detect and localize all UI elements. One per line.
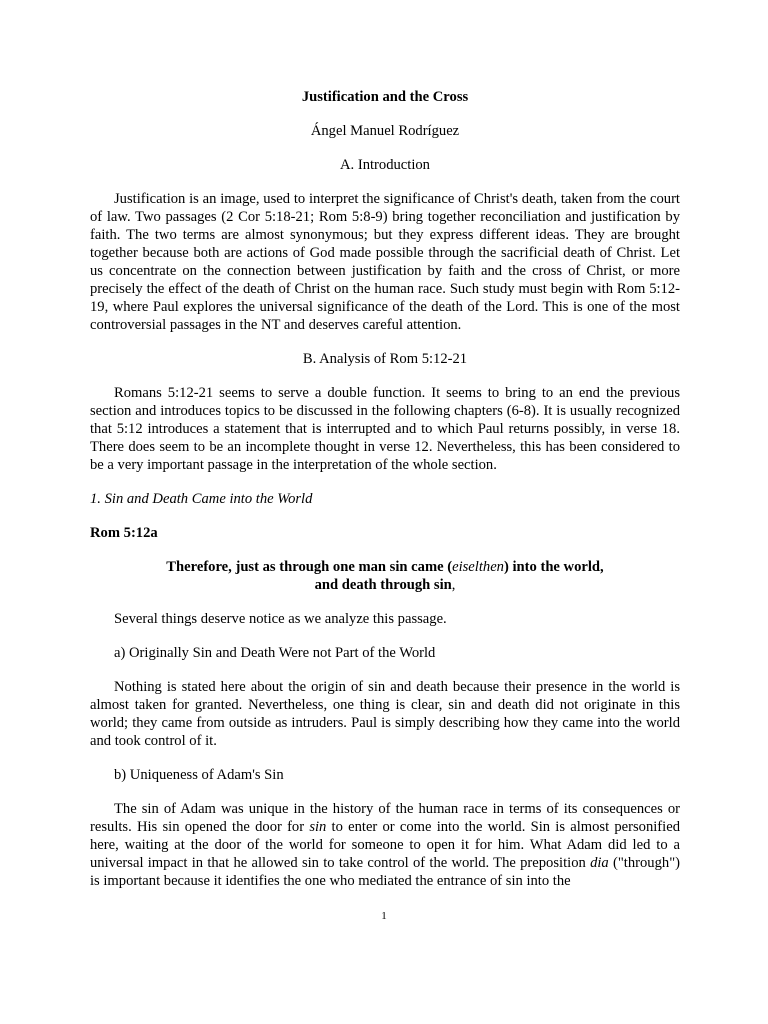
section-heading-b: B. Analysis of Rom 5:12-21 <box>302 351 468 367</box>
document-page <box>90 88 680 890</box>
adam-text-2: to enter or come into the world. Sin is almost personified here, waiting at the door of the world for someone to open it for him. What Adam did led to a universal impact in that he allowed sin to take control of the world. The preposition <box>90 819 680 871</box>
paragraph-adam <box>90 800 680 890</box>
quote-comma: , <box>451 577 456 593</box>
adam-text-1: The sin of Adam was unique in the history of the human race in terms of its consequences or results. His sin opened the door for <box>90 801 680 835</box>
quote-part2: ) into the world, <box>503 559 604 575</box>
adam-italic-sin: sin <box>309 819 327 835</box>
page-number: 1 <box>381 910 387 922</box>
quote-greek-word: eiselthen <box>452 559 504 575</box>
section-heading-a: A. Introduction <box>340 157 430 173</box>
paragraph-notice: Several things deserve notice as we analyze this passage. <box>114 611 447 627</box>
verse-quote <box>90 558 680 594</box>
adam-text-3: ("through") is important because it identifies the one who mediated the entrance of sin into the <box>90 855 681 889</box>
adam-italic-dia: dia <box>590 855 609 871</box>
verse-reference: Rom 5:12a <box>90 525 158 541</box>
quote-line2: and death through sin <box>314 577 452 593</box>
point-a-heading: a) Originally Sin and Death Were not Part of the World <box>114 645 436 661</box>
paragraph-intro: Justification is an image, used to interpret the significance of Christ's death, taken from the court of law. Two passages (2 Cor 5:18-21; Rom 5:8-9) bring together reconciliation and justification by faith. The two terms are almost synonymous; but they express different ideas. They are brought together because both are actions of God made possible through the sacrificial death of Christ. Let us concentrate on the connection between justification by faith and the cross of Christ, or more precisely the effect of the death of Christ on the human race. Such study must begin with Rom 5:12-19, where Paul explores the universal significance of the death of the Lord. This is one of the most controversial passages in the NT and deserves careful attention. <box>90 191 680 333</box>
author-name: Ángel Manuel Rodríguez <box>310 123 460 139</box>
paragraph-origin: Nothing is stated here about the origin of sin and death because their presence in the world is almost taken for granted. Nevertheless, one thing is clear, sin and death did not originate in this world; they came from outside as intruders. Paul is simply describing how they came into the world and took control of it. <box>90 679 680 749</box>
quote-part1: Therefore, just as through one man sin came ( <box>166 559 453 575</box>
document-title: Justification and the Cross <box>301 89 469 105</box>
paragraph-analysis: Romans 5:12-21 seems to serve a double function. It seems to bring to an end the previous section and introduces topics to be discussed in the following chapters (6-8). It is usually recognized that 5:12 introduces a statement that is interrupted and to which Paul returns possibly, in verse 18. There does seem to be an incomplete thought in verse 12. Nevertheless, this has been considered to be a very important passage in the interpretation of the whole section. <box>90 385 680 473</box>
point-b-heading: b) Uniqueness of Adam's Sin <box>114 767 284 783</box>
subheading-sin-death: 1. Sin and Death Came into the World <box>90 491 313 507</box>
